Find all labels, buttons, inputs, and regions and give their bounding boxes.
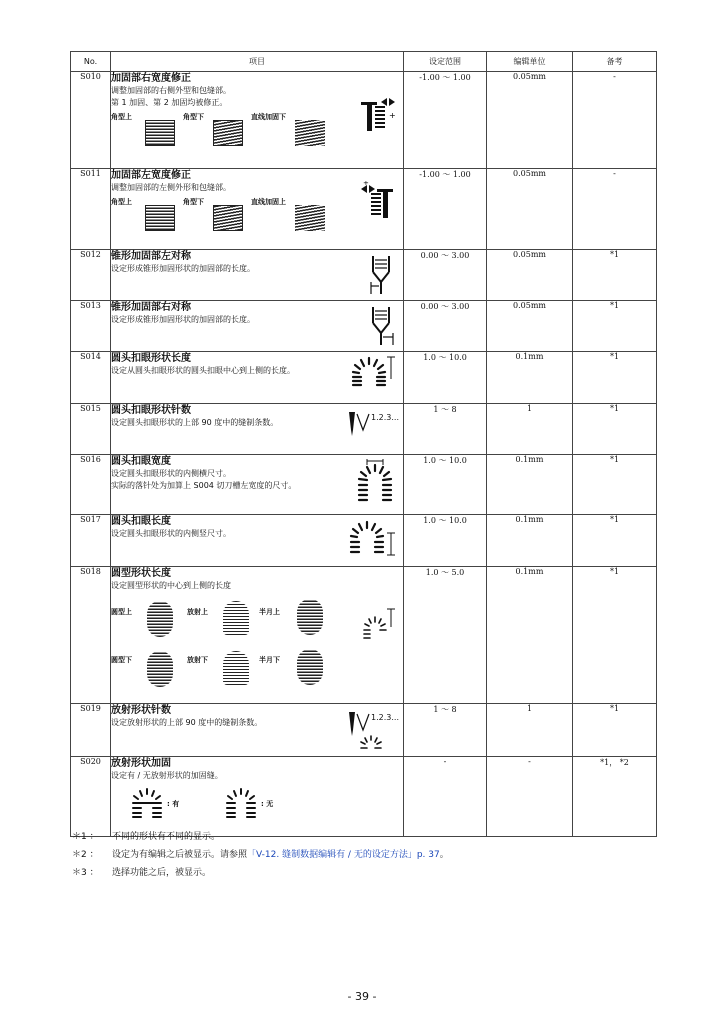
right-width-icon xyxy=(359,96,397,134)
row-item xyxy=(111,301,404,352)
page-number: - 39 - xyxy=(347,990,377,1003)
footnote-text: 设定为有编辑之后被显示。请参照 xyxy=(112,850,248,860)
header-item: 项目 xyxy=(111,52,404,72)
row-note: *1 xyxy=(573,352,657,404)
eyelet-inner-length-icon xyxy=(347,519,397,559)
row-item xyxy=(111,704,404,757)
table-row xyxy=(71,169,657,250)
half-moon-top-stitch-icon xyxy=(297,599,323,635)
row-code: S012 xyxy=(71,250,111,301)
angle-top-stitch-icon xyxy=(145,120,175,146)
shape-label: 放射上 xyxy=(187,608,208,616)
row-note: *1 xyxy=(573,250,657,301)
taper-left-icon xyxy=(369,254,397,296)
row-title: 圆头扣眼形状针数 xyxy=(111,405,191,416)
table-row xyxy=(71,301,657,352)
table-row xyxy=(71,404,657,455)
shape-label: 半月下 xyxy=(259,656,280,664)
row-note: - xyxy=(573,169,657,250)
row-desc: 实际的落针处为加算上 S004 切刀槽左宽度的尺寸。 xyxy=(111,481,297,490)
row-range: 0.00 ～ 3.00 xyxy=(404,301,487,352)
row-title: 圆头扣眼宽度 xyxy=(111,456,171,467)
radial-top-stitch-icon xyxy=(223,601,249,635)
row-code: S020 xyxy=(71,757,111,837)
row-note: *1 xyxy=(573,455,657,515)
row-code: S017 xyxy=(71,515,111,567)
stitch-examples xyxy=(111,785,403,821)
row-item xyxy=(111,169,404,250)
row-item xyxy=(111,72,404,169)
stitch-count-icon xyxy=(347,408,397,438)
straight-top-stitch-icon xyxy=(295,205,325,231)
row-title: 圆头扣眼长度 xyxy=(111,516,171,527)
row-desc: 设定形成锥形加固形状的加固部的长度。 xyxy=(111,315,255,324)
row-title: 加固部左宽度修正 xyxy=(111,170,191,181)
straight-bottom-stitch-icon xyxy=(295,120,325,146)
table-row xyxy=(71,757,657,837)
row-title: 锥形加固部左对称 xyxy=(111,251,191,262)
header-range: 设定范围 xyxy=(404,52,487,72)
radial-reinforce-on-icon xyxy=(129,787,165,822)
header-unit: 编辑单位 xyxy=(487,52,573,72)
table-header-row xyxy=(71,52,657,72)
row-desc: 设定放射形状的上部 90 度中的缝制条数。 xyxy=(111,718,263,727)
row-item xyxy=(111,757,404,837)
header-no: No. xyxy=(71,52,111,72)
row-title: 加固部右宽度修正 xyxy=(111,73,191,84)
row-desc: 设定圆头扣眼形状的内侧竖尺寸。 xyxy=(111,529,231,538)
row-item xyxy=(111,567,404,704)
left-width-icon xyxy=(359,181,397,219)
row-desc: 设定圆头扣眼形状的内侧横尺寸。 xyxy=(111,469,231,478)
row-desc: 调整加固部的左侧外形和包缝部。 xyxy=(111,183,231,192)
row-code: S015 xyxy=(71,404,111,455)
taper-right-icon xyxy=(369,305,397,347)
row-title: 锥形加固部右对称 xyxy=(111,302,191,313)
eyelet-length-icon xyxy=(349,355,397,389)
radial-reinforce-off-icon xyxy=(223,787,259,822)
row-range: -1.00 ～ 1.00 xyxy=(404,72,487,169)
row-desc: 设定有 / 无放射形状的加固缝。 xyxy=(111,771,223,780)
row-note: *1 xyxy=(573,404,657,455)
round-length-icon xyxy=(361,607,397,641)
footnote-mark: ＊3 ： xyxy=(72,868,99,878)
row-unit: 0.05mm xyxy=(487,301,573,352)
shape-label: 半月上 xyxy=(259,608,280,616)
row-item xyxy=(111,352,404,404)
row-code: S018 xyxy=(71,567,111,704)
angle-top-stitch-icon xyxy=(145,205,175,231)
row-range: 1.0 ～ 10.0 xyxy=(404,352,487,404)
row-range: 0.00 ～ 3.00 xyxy=(404,250,487,301)
row-unit: 0.05mm xyxy=(487,250,573,301)
row-range: 1.0 ～ 10.0 xyxy=(404,515,487,567)
row-unit: 0.1mm xyxy=(487,455,573,515)
shape-label: 角型下 xyxy=(183,113,204,121)
half-moon-bottom-stitch-icon xyxy=(297,649,323,685)
row-item xyxy=(111,404,404,455)
row-item xyxy=(111,455,404,515)
svg-text:+: + xyxy=(363,181,369,187)
shape-label: 角型上 xyxy=(111,198,132,206)
row-range: -1.00 ～ 1.00 xyxy=(404,169,487,250)
shape-label: 圆型下 xyxy=(111,656,132,664)
row-note: - xyxy=(573,72,657,169)
row-code: S014 xyxy=(71,352,111,404)
angle-bottom-stitch-icon xyxy=(213,120,243,146)
row-code: S019 xyxy=(71,704,111,757)
row-note: *1 xyxy=(573,301,657,352)
stitch-count-text: 1.2.3... xyxy=(371,413,399,422)
shape-label: 放射下 xyxy=(187,656,208,664)
row-desc: 设定从圆头扣眼形状的圆头扣眼中心到上侧的长度。 xyxy=(111,366,295,375)
footnote-tail: 。 xyxy=(439,850,449,860)
stitch-count-text: 1.2.3... xyxy=(371,713,399,722)
row-code: S011 xyxy=(71,169,111,250)
row-desc: 调整加固部的右侧外型和包缝部。 xyxy=(111,86,231,95)
radial-bottom-stitch-icon xyxy=(223,651,249,685)
row-title: 放射形状针数 xyxy=(111,705,171,716)
shape-label: 圆型上 xyxy=(111,608,132,616)
round-top-stitch-icon xyxy=(147,601,173,637)
row-note: *1 xyxy=(573,704,657,757)
row-note: *1 xyxy=(573,567,657,704)
svg-text:+: + xyxy=(389,111,396,120)
table-row xyxy=(71,455,657,515)
row-unit: 1 xyxy=(487,704,573,757)
footnote-mark: ＊1 ： xyxy=(72,832,99,842)
row-unit: 0.1mm xyxy=(487,352,573,404)
row-unit: 0.1mm xyxy=(487,515,573,567)
row-unit: 0.1mm xyxy=(487,567,573,704)
stitch-examples xyxy=(111,595,403,703)
table-row xyxy=(71,515,657,567)
parameter-table xyxy=(70,51,657,837)
row-unit: 1 xyxy=(487,404,573,455)
header-note: 备考 xyxy=(573,52,657,72)
footnote-mark: ＊2 ： xyxy=(72,850,99,860)
shape-label: 直线加固上 xyxy=(251,198,286,206)
table-row xyxy=(71,352,657,404)
footnote-text: 不同的形状有不同的显示。 xyxy=(112,832,221,842)
row-title: 圆型形状长度 xyxy=(111,568,171,579)
row-unit: 0.05mm xyxy=(487,169,573,250)
row-unit: 0.05mm xyxy=(487,72,573,169)
shape-label: 直线加固下 xyxy=(251,113,286,121)
shape-label: 角型上 xyxy=(111,113,132,121)
row-note: *1， *2 xyxy=(573,757,657,837)
table-row xyxy=(71,250,657,301)
shape-label: 角型下 xyxy=(183,198,204,206)
footnote-link[interactable]: 「V-12. 缝制数据编辑有 / 无的设定方法」p. 37 xyxy=(247,850,440,860)
option-label: : 有 xyxy=(167,800,180,808)
eyelet-width-icon xyxy=(353,459,397,503)
round-bottom-stitch-icon xyxy=(147,651,173,687)
row-item xyxy=(111,250,404,301)
option-label: : 无 xyxy=(261,800,274,808)
row-code: S010 xyxy=(71,72,111,169)
footnote-1 xyxy=(72,830,220,845)
row-range: 1 ～ 8 xyxy=(404,404,487,455)
row-unit: - xyxy=(487,757,573,837)
angle-bottom-stitch-icon xyxy=(213,205,243,231)
row-title: 放射形状加固 xyxy=(111,758,171,769)
row-desc: 设定形成锥形加固形状的加固部的长度。 xyxy=(111,264,255,273)
row-item xyxy=(111,515,404,567)
table-row xyxy=(71,72,657,169)
row-note: *1 xyxy=(573,515,657,567)
row-range: 1.0 ～ 5.0 xyxy=(404,567,487,704)
footnote-3 xyxy=(72,866,211,881)
row-desc: 设定圆型形状的中心到上侧的长度 xyxy=(111,581,231,590)
table-row xyxy=(71,567,657,704)
footnote-2 xyxy=(72,848,449,863)
radial-count-icon xyxy=(347,708,397,752)
row-range: 1 ～ 8 xyxy=(404,704,487,757)
row-title: 圆头扣眼形状长度 xyxy=(111,353,191,364)
row-desc: 第 1 加固、第 2 加固均被修正。 xyxy=(111,98,228,107)
row-range: 1.0 ～ 10.0 xyxy=(404,455,487,515)
row-range: - xyxy=(404,757,487,837)
row-code: S013 xyxy=(71,301,111,352)
row-desc: 设定圆头扣眼形状的上部 90 度中的缝制条数。 xyxy=(111,418,279,427)
footnote-text: 选择功能之后，被显示。 xyxy=(112,868,212,878)
row-code: S016 xyxy=(71,455,111,515)
table-row xyxy=(71,704,657,757)
